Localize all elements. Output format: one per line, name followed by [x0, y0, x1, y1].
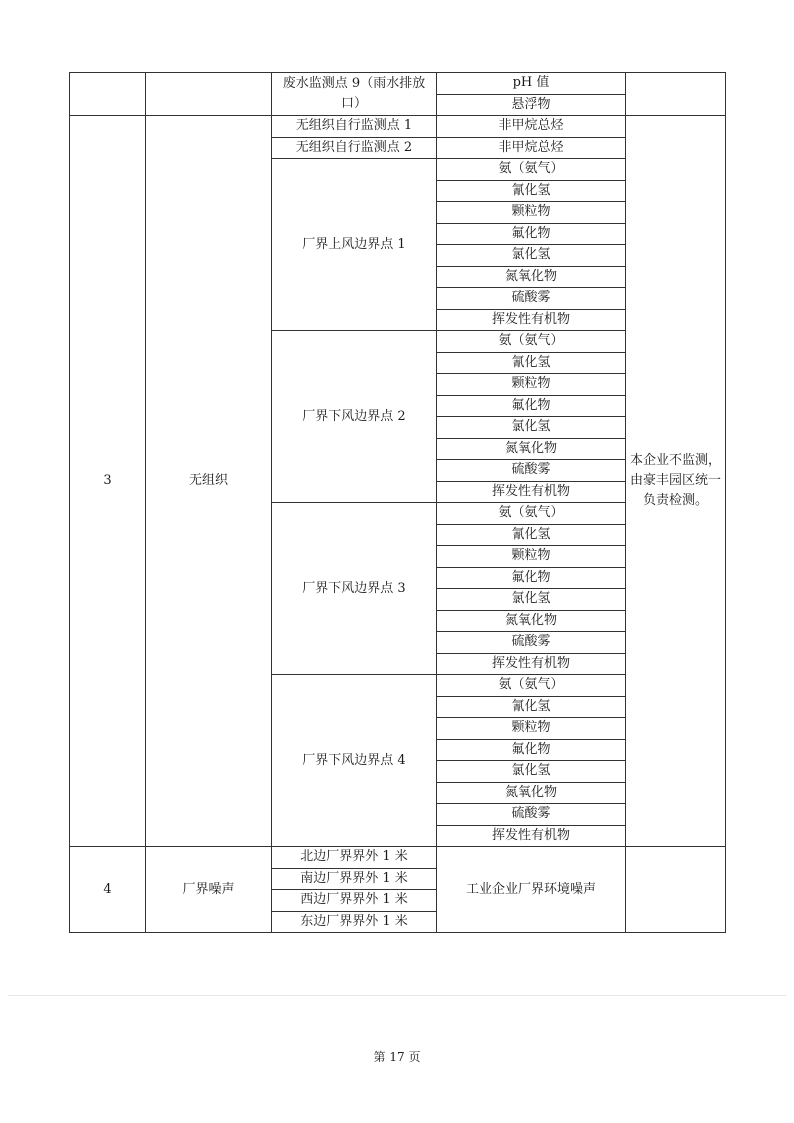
monitoring-point-cell: 西边厂界界外 1 米	[272, 890, 437, 912]
monitoring-point-cell: 无组织自行监测点 2	[272, 137, 437, 159]
note-cell	[626, 847, 726, 933]
monitoring-item-cell: 颗粒物	[437, 718, 626, 740]
monitoring-item-cell: 氮氧化物	[437, 438, 626, 460]
monitoring-item-cell: 氰化氢	[437, 180, 626, 202]
index-cell: 4	[70, 847, 146, 933]
monitoring-item-cell: 悬浮物	[437, 94, 626, 116]
monitoring-item-cell: 氮氧化物	[437, 610, 626, 632]
monitoring-point-cell: 无组织自行监测点 1	[272, 116, 437, 138]
page-number: 第 17 页	[373, 1050, 421, 1064]
monitoring-item-cell: 硫酸雾	[437, 632, 626, 654]
monitoring-item-cell: 工业企业厂界环境噪声	[437, 847, 626, 933]
monitoring-item-cell: 颗粒物	[437, 546, 626, 568]
monitoring-item-cell: 挥发性有机物	[437, 653, 626, 675]
monitoring-item-cell: 硫酸雾	[437, 288, 626, 310]
monitoring-item-cell: 氰化氢	[437, 352, 626, 374]
monitoring-item-cell: 挥发性有机物	[437, 481, 626, 503]
monitoring-item-cell: pH 值	[437, 73, 626, 95]
monitoring-item-cell: 氟化物	[437, 567, 626, 589]
monitoring-item-cell: 硫酸雾	[437, 804, 626, 826]
index-cell	[70, 73, 146, 116]
monitoring-point-cell: 北边厂界界外 1 米	[272, 847, 437, 869]
monitoring-item-cell: 氮氧化物	[437, 266, 626, 288]
monitoring-item-cell: 挥发性有机物	[437, 309, 626, 331]
monitoring-item-cell: 硫酸雾	[437, 460, 626, 482]
monitoring-item-cell: 氰化氢	[437, 696, 626, 718]
monitoring-item-cell: 非甲烷总烃	[437, 137, 626, 159]
monitoring-item-cell: 氟化物	[437, 223, 626, 245]
monitoring-point-cell: 南边厂界界外 1 米	[272, 868, 437, 890]
monitoring-item-cell: 颗粒物	[437, 374, 626, 396]
monitoring-item-cell: 氨（氨气）	[437, 503, 626, 525]
monitoring-item-cell: 氨（氨气）	[437, 675, 626, 697]
category-cell	[146, 73, 272, 116]
table-row	[70, 116, 726, 138]
category-cell: 厂界噪声	[146, 847, 272, 933]
monitoring-item-cell: 氨（氨气）	[437, 331, 626, 353]
monitoring-item-cell: 氯化氢	[437, 589, 626, 611]
monitoring-item-cell: 氯化氢	[437, 245, 626, 267]
monitoring-table	[69, 72, 726, 933]
table-row	[70, 847, 726, 869]
monitoring-item-cell: 挥发性有机物	[437, 825, 626, 847]
footer-divider	[8, 995, 786, 996]
monitoring-point-cell: 厂界下风边界点 2	[272, 331, 437, 503]
index-cell: 3	[70, 116, 146, 847]
monitoring-point-cell: 废水监测点 9（雨水排放口）	[272, 73, 437, 116]
monitoring-item-cell: 氟化物	[437, 739, 626, 761]
category-cell: 无组织	[146, 116, 272, 847]
note-cell: 本企业不监测，由豪丰园区统一负责检测。	[626, 116, 726, 847]
monitoring-item-cell: 氯化氢	[437, 761, 626, 783]
monitoring-item-cell: 颗粒物	[437, 202, 626, 224]
monitoring-point-cell: 厂界下风边界点 3	[272, 503, 437, 675]
note-cell	[626, 73, 726, 116]
monitoring-item-cell: 氰化氢	[437, 524, 626, 546]
monitoring-table-body	[70, 73, 726, 933]
monitoring-item-cell: 氟化物	[437, 395, 626, 417]
monitoring-point-cell: 厂界上风边界点 1	[272, 159, 437, 331]
monitoring-point-cell: 东边厂界界外 1 米	[272, 911, 437, 933]
monitoring-item-cell: 氯化氢	[437, 417, 626, 439]
table-row	[70, 73, 726, 95]
monitoring-item-cell: 非甲烷总烃	[437, 116, 626, 138]
monitoring-item-cell: 氮氧化物	[437, 782, 626, 804]
monitoring-item-cell: 氨（氨气）	[437, 159, 626, 181]
monitoring-point-cell: 厂界下风边界点 4	[272, 675, 437, 847]
